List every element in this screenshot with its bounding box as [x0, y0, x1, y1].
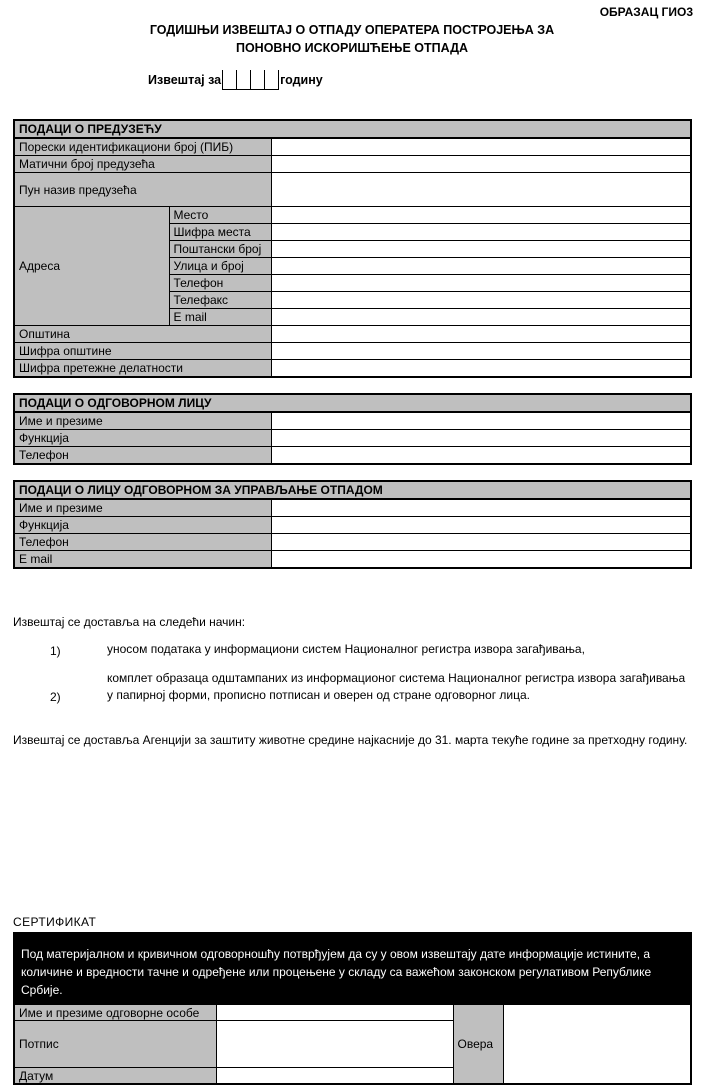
responsible-person-table	[13, 393, 692, 465]
field-input-sifra-delatnosti[interactable]	[271, 360, 691, 378]
delivery-item-2-text: комплет образаца одштампаних из информационог система Националног регистра извора загађивања у папирној форми, прописно потписан и оверен од стране одговорног лица.	[107, 671, 686, 702]
field-input-sifra-mesta[interactable]	[271, 224, 691, 241]
field-label-mesto: Место	[169, 207, 271, 224]
field-label-rp-telefon: Телефон	[14, 447, 271, 465]
year-suffix-label: годину	[280, 73, 323, 87]
year-digit-box-4[interactable]	[264, 70, 279, 90]
field-label-ulica-i-broj: Улица и број	[169, 258, 271, 275]
field-label-wm-funkcija: Функција	[14, 517, 271, 534]
field-label-wm-telefon: Телефон	[14, 534, 271, 551]
year-digit-box-1[interactable]	[222, 70, 236, 90]
field-label-sifra-opstine: Шифра општине	[14, 343, 271, 360]
delivery-deadline: Извештај се доставља Агенцији за заштиту животне средине најкасније до 31. марта текуће године за претходну годину.	[13, 733, 688, 747]
field-label-sifra-delatnosti: Шифра претежне делатности	[14, 360, 271, 378]
report-for-label: Извештај за	[148, 73, 222, 87]
field-label-pib: Порески идентификациони број (ПИБ)	[14, 138, 271, 156]
field-label-cert-name: Име и презиме одговорне особе	[14, 1004, 216, 1021]
field-input-opstina[interactable]	[271, 326, 691, 343]
field-label-postanski-broj: Поштански број	[169, 241, 271, 258]
field-input-wm-telefon[interactable]	[271, 534, 691, 551]
field-input-cert-name[interactable]	[216, 1004, 453, 1021]
field-input-wm-email[interactable]	[271, 551, 691, 569]
field-label-maticni-broj: Матични број предузећа	[14, 156, 271, 173]
form-title-line1: ГОДИШЊИ ИЗВЕШТАЈ О ОТПАДУ ОПЕРАТЕРА ПОСТРОЈЕЊА ЗА	[149, 23, 555, 37]
field-input-rp-funkcija[interactable]	[271, 430, 691, 447]
responsible-person-section-header: ПОДАЦИ О ОДГОВОРНОМ ЛИЦУ	[14, 394, 691, 412]
year-digit-boxes	[222, 70, 279, 90]
field-label-datum: Датум	[14, 1068, 216, 1085]
delivery-intro: Извештај се доставља на следећи начин:	[13, 615, 246, 629]
field-input-pib[interactable]	[271, 138, 691, 156]
field-input-maticni-broj[interactable]	[271, 156, 691, 173]
waste-manager-table	[13, 480, 692, 569]
field-input-email[interactable]	[271, 309, 691, 326]
field-input-wm-funkcija[interactable]	[271, 517, 691, 534]
field-label-telefaks: Телефакс	[169, 292, 271, 309]
field-label-overa: Овера	[453, 1004, 503, 1084]
field-label-email: E mail	[169, 309, 271, 326]
certificate-title: СЕРТИФИКАТ	[13, 915, 97, 929]
field-label-adresa: Адреса	[14, 207, 169, 326]
field-input-rp-telefon[interactable]	[271, 447, 691, 465]
delivery-item-1-number: 1)	[50, 644, 61, 658]
field-input-pun-naziv[interactable]	[271, 173, 691, 207]
field-label-pun-naziv: Пун назив предузећа	[14, 173, 271, 207]
company-table	[13, 119, 692, 378]
delivery-item-1	[50, 641, 691, 658]
report-year-row	[148, 70, 704, 90]
delivery-item-1-text: уносом података у информациони систем Националног регистра извора загађивања,	[107, 642, 585, 656]
field-input-telefaks[interactable]	[271, 292, 691, 309]
field-input-ulica-i-broj[interactable]	[271, 258, 691, 275]
company-section-header: ПОДАЦИ О ПРЕДУЗЕЋУ	[14, 120, 691, 138]
field-label-potpis: Потпис	[14, 1021, 216, 1068]
field-input-sifra-opstine[interactable]	[271, 343, 691, 360]
field-input-wm-ime-prezime[interactable]	[271, 499, 691, 517]
form-title	[0, 0, 704, 57]
form-code: ОБРАЗАЦ ГИО3	[599, 5, 693, 19]
year-digit-box-3[interactable]	[250, 70, 264, 90]
field-label-sifra-mesta: Шифра места	[169, 224, 271, 241]
field-label-rp-funkcija: Функција	[14, 430, 271, 447]
field-label-wm-email: E mail	[14, 551, 271, 569]
form-title-line2: ПОНОВНО ИСКОРИШЋЕЊЕ ОТПАДА	[235, 41, 469, 55]
signature-area[interactable]	[216, 1021, 453, 1068]
field-input-telefon[interactable]	[271, 275, 691, 292]
field-input-postanski-broj[interactable]	[271, 241, 691, 258]
delivery-item-2	[50, 670, 691, 704]
waste-manager-section-header: ПОДАЦИ О ЛИЦУ ОДГОВОРНОМ ЗА УПРАВЉАЊЕ ОТПАДОМ	[14, 481, 691, 499]
field-label-wm-ime-prezime: Име и презиме	[14, 499, 271, 517]
certificate-statement-banner: Под материјалном и кривичном одговорношћу потврђујем да су у овом извештају дате информације истините, а количине и вредности тачне и одређене или процењене у складу са важећом законском регулативом Републике Србије.	[13, 932, 692, 1003]
field-label-opstina: Општина	[14, 326, 271, 343]
year-digit-box-2[interactable]	[236, 70, 250, 90]
field-label-rp-ime-prezime: Име и презиме	[14, 412, 271, 430]
field-label-telefon: Телефон	[169, 275, 271, 292]
delivery-item-2-number: 2)	[50, 690, 61, 704]
field-input-datum[interactable]	[216, 1068, 453, 1085]
stamp-area[interactable]	[503, 1004, 691, 1084]
field-input-rp-ime-prezime[interactable]	[271, 412, 691, 430]
delivery-instructions	[13, 615, 691, 704]
field-input-mesto[interactable]	[271, 207, 691, 224]
